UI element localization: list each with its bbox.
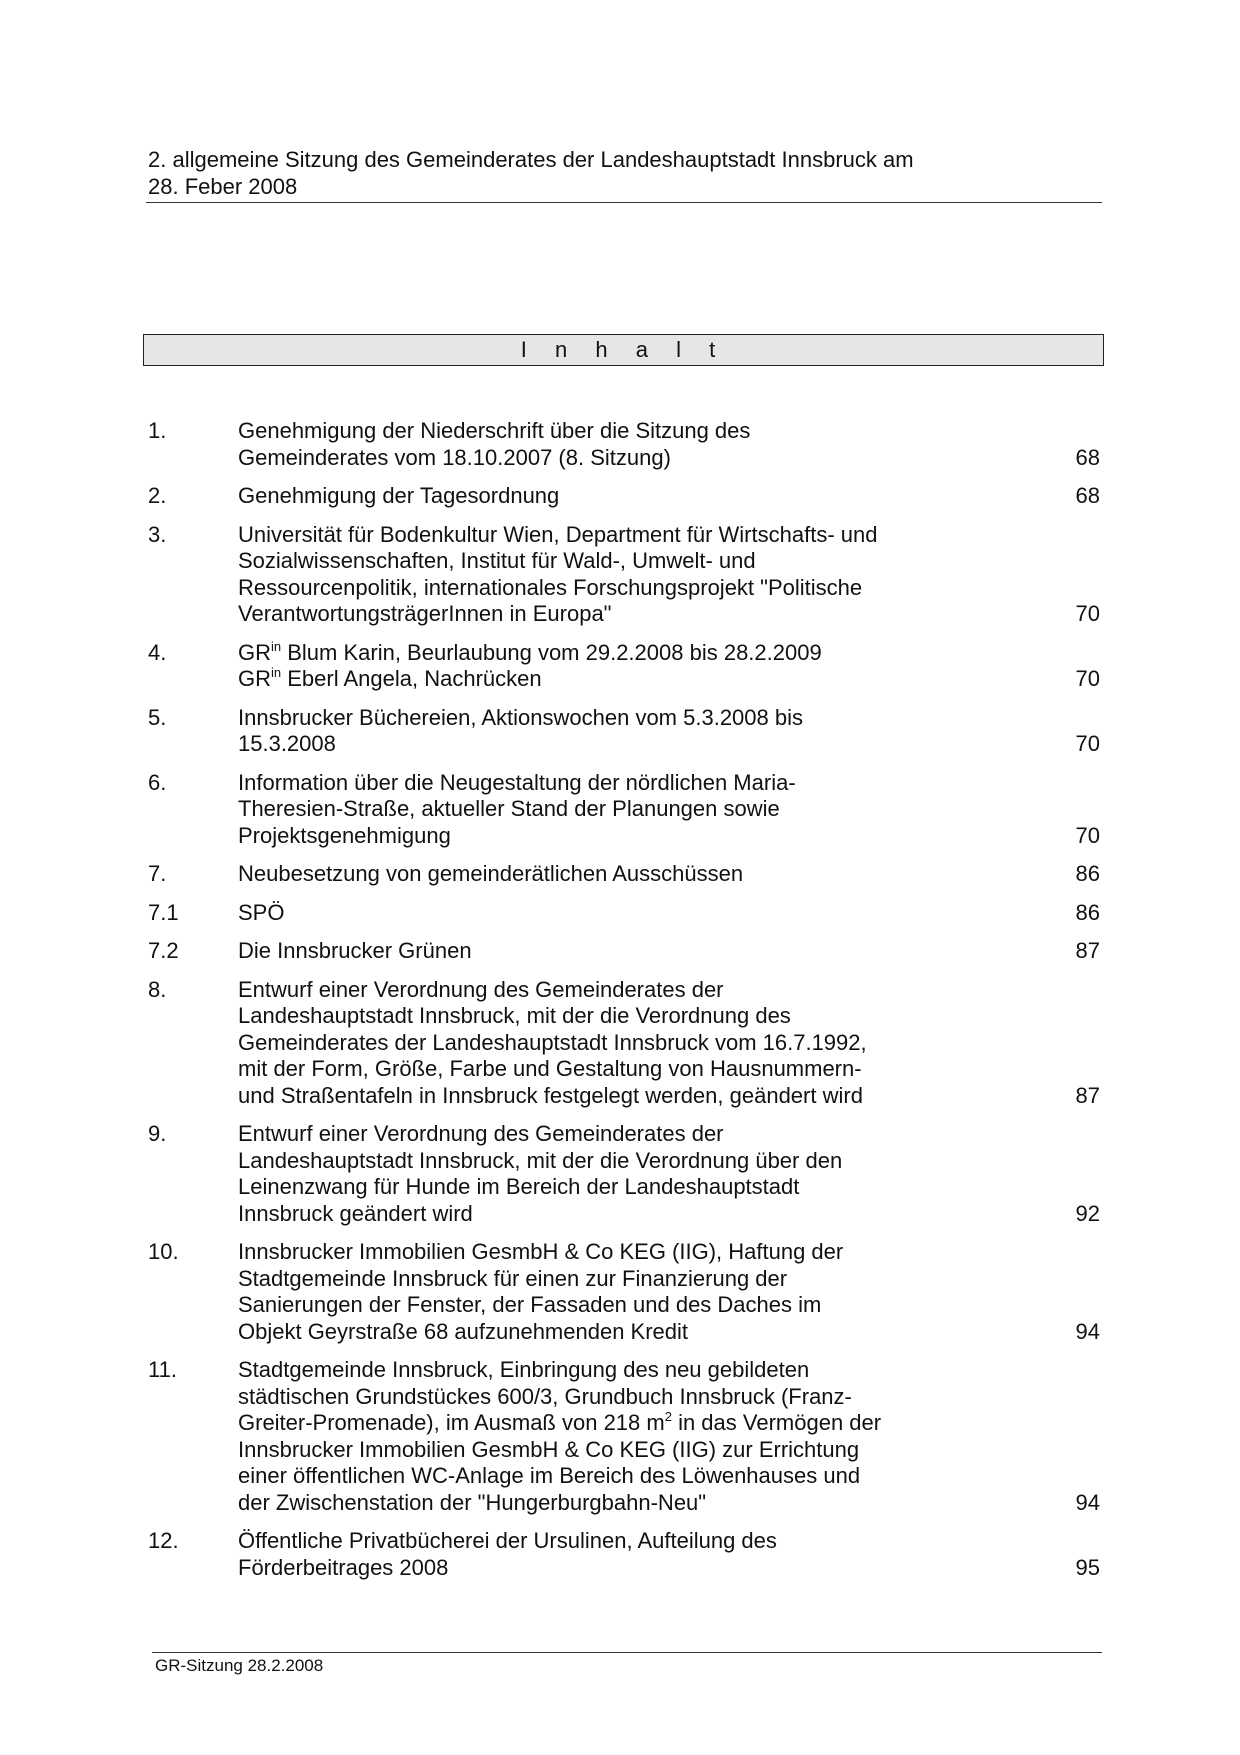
toc-entry-title	[238, 705, 938, 758]
toc-entry-page: 70	[1075, 731, 1100, 756]
toc-entry-title-line: Innsbrucker Immobilien GesmbH & Co KEG (IIG) zur Errichtung	[238, 1436, 860, 1462]
toc-entry-title-line: städtischen Grundstückes 600/3, Grundbuch Innsbruck (Franz-	[238, 1383, 852, 1409]
toc-entry-page: 86	[1075, 899, 1100, 925]
toc-entry-title	[238, 1528, 938, 1581]
toc-entry-title-line: Universität für Bodenkultur Wien, Department für Wirtschafts- und	[238, 521, 878, 547]
toc-entry-title	[238, 977, 938, 1110]
toc-entry-number: 8.	[148, 976, 167, 1002]
toc-entry-title-line: Landeshauptstadt Innsbruck, mit der die Verordnung des	[238, 1003, 791, 1028]
toc-entry-title-line: Innsbrucker Büchereien, Aktionswochen vom 5.3.2008 bis	[238, 704, 803, 730]
toc-entry	[148, 1357, 1102, 1516]
toc-entry-title-line	[238, 1410, 938, 1437]
toc-entry-title-line: Die Innsbrucker Grünen	[238, 938, 472, 963]
toc-entry	[148, 900, 1102, 927]
toc-entry-title-line: Gemeinderates vom 18.10.2007 (8. Sitzung)	[238, 444, 671, 470]
toc-entry-title-line: Sanierungen der Fenster, der Fassaden und des Daches im	[238, 1292, 822, 1317]
toc-entry-number: 2.	[148, 483, 167, 508]
toc-entry-title	[238, 483, 938, 510]
toc-entry-page: 86	[1075, 861, 1100, 886]
toc-entry-title-line: Genehmigung der Niederschrift über die Sitzung des	[238, 418, 751, 443]
toc-entry	[148, 640, 1102, 693]
toc-entry-title-line: Förderbeitrages 2008	[238, 1554, 449, 1580]
title-text: Eberl Angela, Nachrücken	[281, 666, 542, 691]
toc-entry-page: 87	[1075, 938, 1100, 963]
toc-entry	[148, 705, 1102, 758]
toc-entry-title-line: Genehmigung der Tagesordnung	[238, 483, 560, 508]
toc-entry-title-line: mit der Form, Größe, Farbe und Gestaltung von Hausnummern-	[238, 1056, 862, 1081]
toc-entry-title-line: Entwurf einer Verordnung des Gemeinderates der	[238, 1121, 724, 1146]
toc-entry-number: 10.	[148, 1239, 179, 1264]
toc-entry-title	[238, 900, 938, 927]
title-text: in das Vermögen der	[671, 1410, 882, 1435]
toc-entry-page: 95	[1075, 1554, 1100, 1580]
toc-entry-number: 6.	[148, 769, 167, 795]
toc-entry-number: 4.	[148, 639, 167, 665]
toc-entry-page: 70	[1075, 601, 1100, 626]
toc-entry-page: 70	[1075, 666, 1100, 691]
superscript: 2	[664, 1409, 672, 1424]
toc-entry-title	[238, 640, 938, 693]
toc-entry	[148, 1121, 1102, 1227]
toc-entry-number: 7.	[148, 861, 167, 886]
toc-entry	[148, 483, 1102, 510]
page-footer: GR-Sitzung 28.2.2008	[155, 1656, 324, 1675]
header-line-1: 2. allgemeine Sitzung des Gemeinderates der Landeshauptstadt Innsbruck am	[148, 147, 914, 172]
toc-entry-title-line: der Zwischenstation der "Hungerburgbahn-Neu"	[238, 1489, 707, 1515]
toc-entry-title-line: Information über die Neugestaltung der nördlichen Maria-	[238, 769, 796, 795]
superscript: in	[271, 665, 282, 680]
toc-entry-number: 7.1	[148, 899, 179, 925]
toc-entry-number: 9.	[148, 1121, 167, 1146]
toc-entry-title-line: 15.3.2008	[238, 731, 336, 756]
superscript: in	[271, 638, 282, 654]
toc-entry	[148, 938, 1102, 965]
toc-entry-page: 92	[1075, 1200, 1100, 1226]
footer-divider	[152, 1652, 1102, 1653]
title-text: Greiter-Promenade), im Ausmaß von 218 m	[238, 1410, 665, 1435]
toc-entry-title	[238, 770, 938, 850]
toc-entry-title-line: Theresien-Straße, aktueller Stand der Planungen sowie	[238, 796, 780, 821]
table-of-contents	[148, 418, 1102, 1593]
toc-entry-title	[238, 1121, 938, 1227]
toc-entry-title-line: Entwurf einer Verordnung des Gemeinderates der	[238, 976, 724, 1002]
toc-entry-title	[238, 1357, 938, 1516]
toc-entry-page: 87	[1075, 1082, 1100, 1108]
toc-entry-page: 94	[1075, 1489, 1100, 1515]
toc-entry-title	[238, 861, 938, 888]
toc-entry-title-line: Innsbrucker Immobilien GesmbH & Co KEG (IIG), Haftung der	[238, 1239, 844, 1264]
toc-entry-number: 3.	[148, 521, 167, 547]
toc-entry-title	[238, 938, 938, 965]
toc-entry-number: 7.2	[148, 938, 179, 963]
toc-entry-page: 94	[1075, 1318, 1100, 1344]
toc-entry-title-line: Ressourcenpolitik, internationales Forschungsprojekt "Politische	[238, 574, 863, 600]
header-divider	[146, 202, 1102, 203]
toc-entry-title-line: Landeshauptstadt Innsbruck, mit der die Verordnung über den	[238, 1147, 843, 1173]
toc-entry-number: 5.	[148, 704, 167, 730]
toc-entry-title	[238, 1239, 938, 1345]
toc-entry-number: 12.	[148, 1528, 179, 1553]
title-text: GR	[238, 666, 271, 691]
toc-entry-title-line: Innsbruck geändert wird	[238, 1200, 473, 1226]
page-header	[148, 146, 1098, 200]
toc-entry	[148, 861, 1102, 888]
toc-entry-title-line: Gemeinderates der Landeshauptstadt Innsbruck vom 16.7.1992,	[238, 1029, 867, 1055]
toc-entry-title-line: Stadtgemeinde Innsbruck, Einbringung des neu gebildeten	[238, 1357, 810, 1382]
toc-entry-title-line: und Straßentafeln in Innsbruck festgelegt werden, geändert wird	[238, 1082, 863, 1108]
contents-title: I n h a l t	[143, 334, 1104, 366]
toc-entry-page: 70	[1075, 822, 1100, 848]
toc-entry-title	[238, 418, 938, 471]
toc-entry	[148, 522, 1102, 628]
toc-entry	[148, 1239, 1102, 1345]
toc-entry-title-line: Projektsgenehmigung	[238, 822, 451, 848]
toc-entry-title-line	[238, 640, 938, 667]
toc-entry	[148, 977, 1102, 1110]
toc-entry-title-line: SPÖ	[238, 899, 285, 925]
toc-entry-title-line: einer öffentlichen WC-Anlage im Bereich des Löwenhauses und	[238, 1463, 861, 1488]
toc-entry	[148, 770, 1102, 850]
toc-entry-title-line: Neubesetzung von gemeinderätlichen Ausschüssen	[238, 861, 744, 886]
toc-entry-number: 11.	[148, 1357, 177, 1382]
header-line-2: 28. Feber 2008	[148, 174, 298, 199]
toc-entry-number: 1.	[148, 418, 167, 443]
toc-entry-title-line: Stadtgemeinde Innsbruck für einen zur Finanzierung der	[238, 1265, 788, 1291]
toc-entry	[148, 1528, 1102, 1581]
toc-entry-title-line	[238, 666, 938, 693]
toc-entry	[148, 418, 1102, 471]
toc-entry-title-line: Sozialwissenschaften, Institut für Wald-, Umwelt- und	[238, 548, 756, 573]
toc-entry-title-line: Öffentliche Privatbücherei der Ursulinen, Aufteilung des	[238, 1528, 777, 1553]
toc-entry-page: 68	[1075, 483, 1100, 508]
title-text: Blum Karin, Beurlaubung vom 29.2.2008 bis 28.2.2009	[281, 639, 822, 665]
toc-entry-title-line: VerantwortungsträgerInnen in Europa"	[238, 601, 612, 626]
title-text: GR	[238, 639, 271, 665]
toc-entry-title-line: Objekt Geyrstraße 68 aufzunehmenden Kredit	[238, 1318, 689, 1344]
toc-entry-title	[238, 522, 938, 628]
toc-entry-page: 68	[1075, 444, 1100, 470]
toc-entry-title-line: Leinenzwang für Hunde im Bereich der Landeshauptstadt	[238, 1174, 800, 1199]
